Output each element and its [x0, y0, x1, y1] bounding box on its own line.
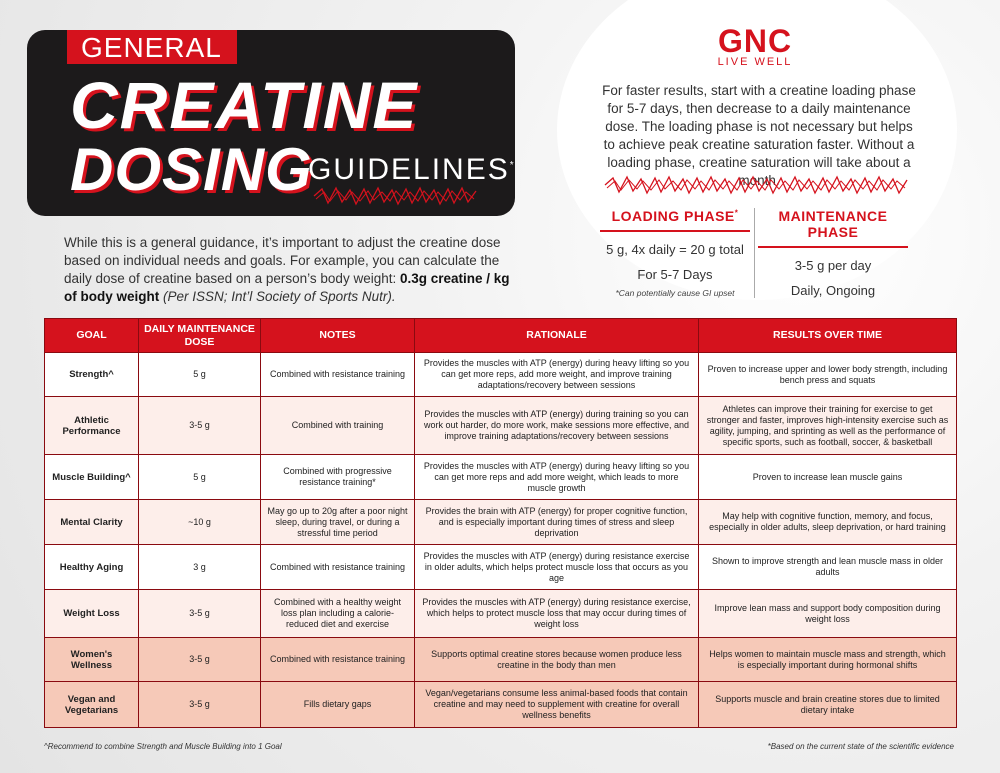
rationale-cell: Provides the muscles with ATP (energy) during heavy lifting so you can get more reps and add more weight, which leads to more muscle growth [415, 455, 699, 500]
table-row [45, 545, 957, 590]
goal-cell: Mental Clarity [45, 500, 139, 545]
notes-cell: Combined with progressive resistance training* [261, 455, 415, 500]
notes-cell: Combined with resistance training [261, 638, 415, 682]
notes-cell: Combined with resistance training [261, 353, 415, 397]
rationale-cell: Provides the muscles with ATP (energy) during heavy lifting so you can get more reps, add more weight, and improve training adaptations/recovery between sessions [415, 353, 699, 397]
table-row [45, 397, 957, 455]
rationale-cell: Provides the muscles with ATP (energy) during resistance exercise in older adults, which helps protect muscle loss that occurs as you age [415, 545, 699, 590]
results-cell: Proven to increase upper and lower body strength, including bench press and squats [699, 353, 957, 397]
results-cell: May help with cognitive function, memory, and focus, especially in older adults, sleep deprivation, or hard training [699, 500, 957, 545]
notes-cell: Combined with training [261, 397, 415, 455]
rationale-cell: Supports optimal creatine stores because women produce less creatine in the body than men [415, 638, 699, 682]
guidelines-word: GUIDELINES [308, 153, 510, 186]
header-rationale: RATIONALE [415, 319, 699, 353]
loading-phase-mark: * [734, 208, 739, 218]
gnc-logo [700, 23, 810, 68]
general-label-box [67, 30, 237, 64]
goal-cell: Muscle Building^ [45, 455, 139, 500]
logo-tagline: LIVE WELL [717, 56, 793, 68]
loading-duration: For 5-7 Days [637, 267, 713, 282]
notes-cell: May go up to 20g after a poor night sleep, during travel, or during a stressful time period [261, 500, 415, 545]
results-cell: Helps women to maintain muscle mass and strength, which is especially important during hormonal shifts [699, 638, 957, 682]
header-notes: NOTES [261, 319, 415, 353]
maintenance-phase [758, 208, 908, 298]
loading-phase-title [600, 208, 750, 232]
goal-cell: Strength^ [45, 353, 139, 397]
notes-cell: Combined with a healthy weight loss plan including a calorie-reduced diet and exercise [261, 590, 415, 638]
logo-main-text: GNC [717, 23, 793, 59]
phase-divider [754, 208, 755, 298]
dose-cell: 3-5 g [139, 590, 261, 638]
results-cell: Improve lean mass and support body composition during weight loss [699, 590, 957, 638]
loading-footnote: *Can potentially cause GI upset [615, 288, 735, 298]
table-header-row [45, 319, 957, 353]
header-dose: DAILY MAINTENANCE DOSE [139, 319, 261, 353]
rationale-cell: Provides the muscles with ATP (energy) during resistance exercise, which helps to protect muscle loss that may occur during times of weight loss [415, 590, 699, 638]
red-scribble-decoration-2 [603, 174, 915, 196]
title-guidelines [308, 153, 516, 187]
loading-dose: 5 g, 4x daily = 20 g total [606, 242, 744, 257]
footnote-right: *Based on the current state of the scientific evidence [767, 742, 954, 751]
maintenance-duration: Daily, Ongoing [790, 283, 876, 298]
notes-cell: Fills dietary gaps [261, 682, 415, 728]
dose-cell: 5 g [139, 353, 261, 397]
dose-cell: 5 g [139, 455, 261, 500]
table-row [45, 353, 957, 397]
general-label: GENERAL [81, 32, 222, 63]
rationale-cell: Provides the brain with ATP (energy) for proper cognitive function, and is especially important during times of stress and sleep deprivation [415, 500, 699, 545]
results-cell: Proven to increase lean muscle gains [699, 455, 957, 500]
results-cell: Shown to improve strength and lean muscle mass in older adults [699, 545, 957, 590]
intro-paragraph [64, 234, 524, 306]
goal-cell: Women's Wellness [45, 638, 139, 682]
dose-cell: ~10 g [139, 500, 261, 545]
intro-text: While this is a general guidance, it’s important to adjust the creatine dose based on individual needs and goals. For example, you can calculate the daily dose of creatine based on a person’s body weight: [64, 235, 501, 286]
notes-cell: Combined with resistance training [261, 545, 415, 590]
table-row [45, 682, 957, 728]
maintenance-dose: 3-5 g per day [794, 258, 872, 273]
table-row [45, 590, 957, 638]
dose-cell: 3-5 g [139, 682, 261, 728]
footnote-left: ^Recommend to combine Strength and Muscle Building into 1 Goal [44, 742, 282, 751]
results-cell: Athletes can improve their training for exercise to get stronger and faster, improves high-intensity exercise such as agility, jumping, and sprinting as well as the performance of specific sports, such as football, soccer, & basketball [699, 397, 957, 455]
red-scribble-decoration [312, 185, 482, 207]
table-row [45, 500, 957, 545]
intro-citation: (Per ISSN; Int’l Society of Sports Nutr). [163, 289, 396, 304]
header-goal: GOAL [45, 319, 139, 353]
loading-phase [600, 208, 750, 298]
loading-description: For faster results, start with a creatine loading phase for 5-7 days, then decrease to a daily maintenance dose. The loading phase is not necessary but helps to achieve peak creatine saturation faster. Without a loading phase, creatine saturation will take about a month. [602, 83, 916, 188]
header-results: RESULTS OVER TIME [699, 319, 957, 353]
results-cell: Supports muscle and brain creatine stores due to limited dietary intake [699, 682, 957, 728]
title-dosing: DOSING [70, 136, 313, 203]
dosing-table [44, 318, 957, 728]
dose-cell: 3 g [139, 545, 261, 590]
dose-cell: 3-5 g [139, 638, 261, 682]
goal-cell: Weight Loss [45, 590, 139, 638]
table-row [45, 455, 957, 500]
rationale-cell: Vegan/vegetarians consume less animal-based foods that contain creatine and may need to supplement with creatine for overall wellness benefits [415, 682, 699, 728]
title-creatine: CREATINE [70, 68, 419, 142]
goal-cell: Healthy Aging [45, 545, 139, 590]
guidelines-mark: * [509, 160, 516, 171]
loading-phase-title-text: LOADING PHASE [611, 208, 735, 224]
intro-bold-formula: 0.3g creatine / kg of body weight [64, 271, 510, 304]
maintenance-phase-title: MAINTENANCE PHASE [758, 208, 908, 248]
dose-cell: 3-5 g [139, 397, 261, 455]
goal-cell: Athletic Performance [45, 397, 139, 455]
goal-cell: Vegan and Vegetarians [45, 682, 139, 728]
table-row [45, 638, 957, 682]
rationale-cell: Provides the muscles with ATP (energy) during training so you can work out harder, do more work, make sessions more effective, and improve training adaptations/recovery between sessions [415, 397, 699, 455]
